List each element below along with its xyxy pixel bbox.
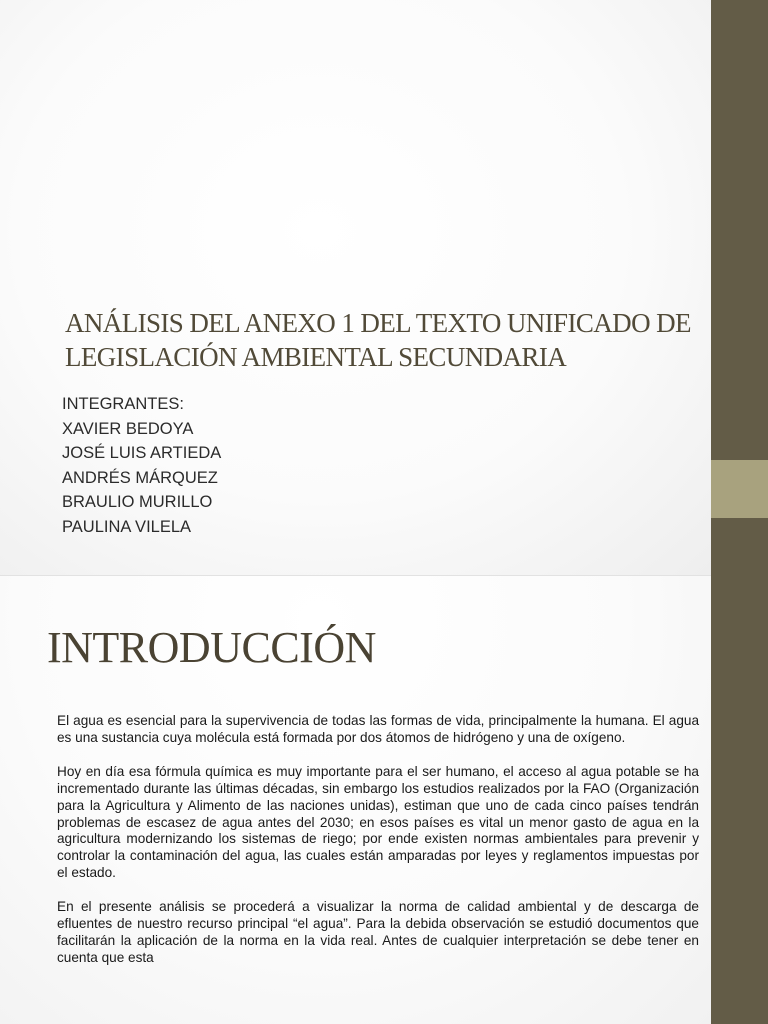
member-name: XAVIER BEDOYA: [62, 419, 194, 438]
introduction-slide: [0, 576, 711, 1024]
body-text: [57, 713, 699, 984]
members-list: [62, 392, 221, 540]
member-name: PAULINA VILELA: [62, 517, 192, 536]
sidebar-accent-block: [711, 460, 768, 518]
paragraph: El agua es esencial para la supervivencia de todas las formas de vida, principalmente la humana. El agua es una sustancia cuya molécula está formada por dos átomos de hidrógeno y una de oxígeno.: [57, 713, 699, 745]
members-heading: INTEGRANTES:: [62, 395, 184, 413]
section-heading: INTRODUCCIÓN: [47, 623, 376, 672]
paragraph: En el presente análisis se procederá a visualizar la norma de calidad ambiental y de descarga de efluentes de nuestro recurso principal “el agua”. Para la debida observación se estudió documentos que facilitarán la aplicación de la norma en la vida real. Antes de cualquier interpretación se debe tener en cuenta que esta: [57, 899, 699, 965]
document-title: ANÁLISIS DEL ANEXO 1 DEL TEXTO UNIFICADO DE LEGISLACIÓN AMBIENTAL SECUNDARIA: [65, 308, 691, 372]
member-name: ANDRÉS MÁRQUEZ: [62, 468, 218, 487]
member-name: JOSÉ LUIS ARTIEDA: [62, 444, 222, 463]
member-name: BRAULIO MURILLO: [62, 493, 213, 512]
paragraph: Hoy en día esa fórmula química es muy importante para el ser humano, el acceso al agua potable se ha incrementado durante las últimas décadas, sin embargo los estudios realizados por la FAO (Organización para la Agricultura y Alimento de las naciones unidas), estiman que uno de cada cinco países tendrán problemas de escasez de agua antes del 2030; en esos países es vital un menor gasto de agua en la agricultura modernizando los sistemas de riego; por ende existen normas ambientales para prevenir y controlar la contaminación del agua, las cuales están amparadas por leyes y reglamentos impuestas por el estado.: [57, 763, 699, 881]
